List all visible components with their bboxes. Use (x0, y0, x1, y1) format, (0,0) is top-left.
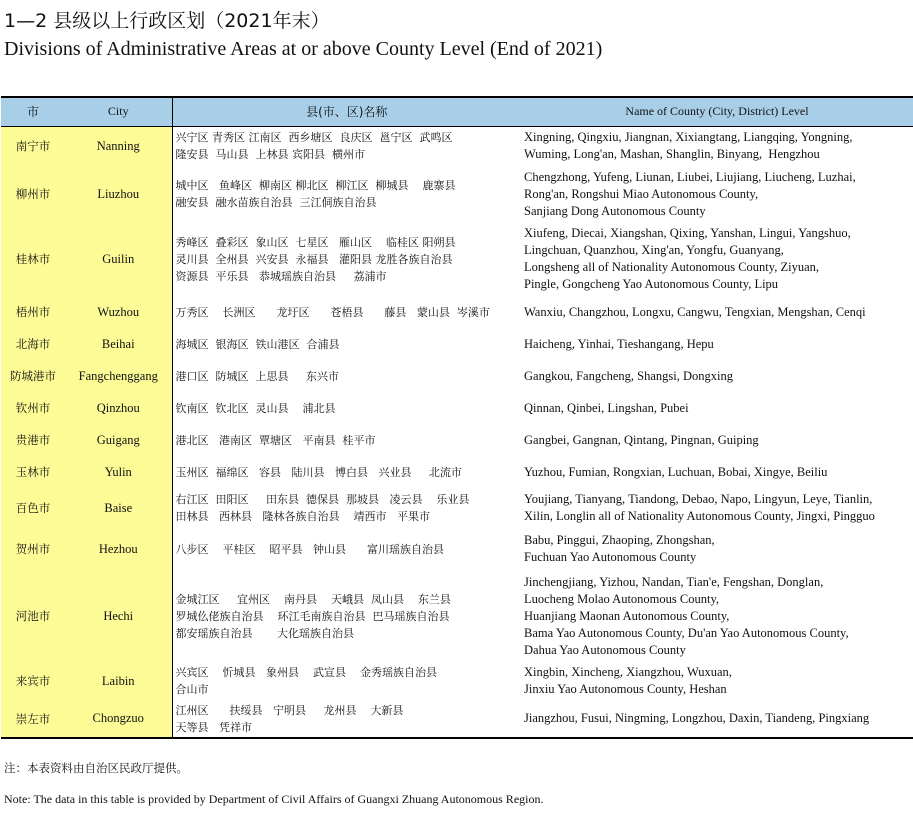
table-header-row (1, 97, 913, 126)
county-list-en: Youjiang, Tianyang, Tiandong, Debao, Napo, Lingyun, Leye, Tianlin, Xilin, Longlin all of Nationality Autonomous County, Jingxi, Pingguo (524, 492, 875, 523)
table-row (1, 456, 913, 488)
city-name-cn: 梧州市 (1, 296, 65, 328)
city-name-cn: 防城港市 (1, 360, 65, 392)
city-name-en: Hezhou (65, 528, 172, 570)
note-en: Note: The data in this table is provided by Department of Civil Affairs of Guangxi Zhuang Autonomous Region. (4, 792, 544, 806)
table-row (1, 488, 913, 528)
city-name-en: Wuzhou (65, 296, 172, 328)
county-list-cn: 海城区 银海区 铁山港区 合浦县 (175, 337, 340, 351)
county-list-en: Jinchengjiang, Yizhou, Nandan, Tian'e, Fengshan, Donglan, Luocheng Molao Autonomous County, Huanjiang Maonan Autonomous County, Bama Yao Autonomous County, Du'an Yao Autonomous County, Dahua Yao Autonomous County (524, 574, 849, 657)
county-list-en: Babu, Pinggui, Zhaoping, Zhongshan, Fuchuan Yao Autonomous County (524, 533, 715, 564)
county-list-en: Gangbei, Gangnan, Qintang, Pingnan, Guiping (524, 432, 759, 447)
city-name-cn: 百色市 (1, 488, 65, 528)
table-row (1, 296, 913, 328)
header-city-cn: 市 (1, 97, 65, 126)
city-name-en: Beihai (65, 328, 172, 360)
city-name-cn: 贺州市 (1, 528, 65, 570)
note-cn: 注：本表资料由自治区民政厅提供。 (4, 761, 188, 775)
city-name-cn: 桂林市 (1, 222, 65, 296)
city-name-en: Guigang (65, 424, 172, 456)
county-list-cn: 玉州区 福绵区 容县 陆川县 博白县 兴业县 北流市 (175, 465, 462, 479)
table-row (1, 328, 913, 360)
county-list-cn: 城中区 鱼峰区 柳南区 柳北区 柳江区 柳城县 鹿寨县 融安县 融水苗族自治县 三江侗族自治县 (175, 179, 456, 209)
city-name-en: Liuzhou (65, 166, 172, 222)
county-list-cn: 港北区 港南区 覃塘区 平南县 桂平市 (175, 433, 376, 447)
city-name-en: Guilin (65, 222, 172, 296)
county-list-cn: 兴宾区 忻城县 象州县 武宣县 金秀瑶族自治县 合山市 (175, 666, 437, 696)
county-list-en: Xingbin, Xincheng, Xiangzhou, Wuxuan, Jinxiu Yao Autonomous County, Heshan (524, 665, 732, 696)
table-row (1, 222, 913, 296)
table-row (1, 570, 913, 662)
city-name-cn: 北海市 (1, 328, 65, 360)
city-name-en: Hechi (65, 570, 172, 662)
county-list-en: Gangkou, Fangcheng, Shangsi, Dongxing (524, 368, 734, 383)
city-name-cn: 来宾市 (1, 662, 65, 700)
city-name-en: Fangchenggang (65, 360, 172, 392)
header-county-cn: 县(市、区)名称 (172, 97, 521, 126)
county-list-cn: 右江区 田阳区 田东县 德保县 那坡县 凌云县 乐业县 田林县 西林县 隆林各族自治县 靖西市 平果市 (175, 493, 470, 523)
table-row (1, 528, 913, 570)
table-row (1, 126, 913, 166)
county-list-cn: 八步区 平桂区 昭平县 钟山县 富川瑶族自治县 (175, 542, 444, 556)
table-row (1, 662, 913, 700)
city-name-cn: 贵港市 (1, 424, 65, 456)
city-name-en: Nanning (65, 126, 172, 166)
county-list-en: Wanxiu, Changzhou, Longxu, Cangwu, Tengxian, Mengshan, Cenqi (524, 304, 866, 319)
table-row (1, 360, 913, 392)
divisions-table (1, 96, 913, 739)
city-name-cn: 南宁市 (1, 126, 65, 166)
city-name-cn: 崇左市 (1, 700, 65, 738)
county-list-cn: 钦南区 钦北区 灵山县 浦北县 (175, 401, 336, 415)
county-list-en: Xiufeng, Diecai, Xiangshan, Qixing, Yanshan, Lingui, Yangshuo, Lingchuan, Quanzhou, Xing'an, Yongfu, Guanyang, Longsheng all of Nationality Autonomous County, Ziyuan, Pingle, Gongcheng Yao Autonomous County, Lipu (524, 226, 851, 291)
table-row (1, 424, 913, 456)
city-name-en: Laibin (65, 662, 172, 700)
county-list-en: Xingning, Qingxiu, Jiangnan, Xixiangtang, Liangqing, Yongning, Wuming, Long'an, Mashan, Shanglin, Binyang, Hengzhou (524, 130, 853, 162)
header-city-en: City (65, 97, 172, 126)
county-list-cn: 金城江区 宜州区 南丹县 天峨县 凤山县 东兰县 罗城仫佬族自治县 环江毛南族自治县 巴马瑶族自治县 都安瑶族自治县 大化瑶族自治县 (175, 592, 451, 640)
table-row (1, 700, 913, 738)
county-list-en: Chengzhong, Yufeng, Liunan, Liubei, Liujiang, Liucheng, Luzhai, Rong'an, Rongshui Miao Autonomous County, Sanjiang Dong Autonomous County (524, 169, 856, 218)
city-name-en: Yulin (65, 456, 172, 488)
table-title-cn: 1—2 县级以上行政区划（2021年末） (4, 10, 330, 32)
county-list-en: Haicheng, Yinhai, Tieshangang, Hepu (524, 336, 714, 351)
county-list-cn: 江州区 扶绥县 宁明县 龙州县 大新县 天等县 凭祥市 (172, 700, 521, 738)
city-name-en: Chongzuo (65, 700, 172, 738)
city-name-cn: 钦州市 (1, 392, 65, 424)
table-row (1, 166, 913, 222)
county-list-en: Yuzhou, Fumian, Rongxian, Luchuan, Bobai, Xingye, Beiliu (524, 464, 828, 479)
county-list-en: Jiangzhou, Fusui, Ningming, Longzhou, Daxin, Tiandeng, Pingxiang (521, 700, 913, 738)
county-list-en: Qinnan, Qinbei, Lingshan, Pubei (524, 400, 689, 415)
county-list-cn: 兴宁区 青秀区 江南区 西乡塘区 良庆区 邕宁区 武鸣区 隆安县 马山县 上林县 宾阳县 横州市 (175, 131, 453, 162)
county-list-cn: 港口区 防城区 上思县 东兴市 (175, 369, 339, 383)
city-name-en: Baise (65, 488, 172, 528)
table-row (1, 392, 913, 424)
city-name-en: Qinzhou (65, 392, 172, 424)
county-list-cn: 秀峰区 叠彩区 象山区 七星区 雁山区 临桂区 阳朔县 灵川县 全州县 兴安县 永福县 灌阳县 龙胜各族自治县 资源县 平乐县 恭城瑶族自治县 荔浦市 (175, 235, 456, 283)
header-county-en: Name of County (City, District) Level (521, 97, 913, 126)
table-title-en: Divisions of Administrative Areas at or above County Level (End of 2021) (4, 38, 603, 60)
county-list-cn: 万秀区 长洲区 龙圩区 苍梧县 藤县 蒙山县 岑溪市 (175, 305, 490, 319)
city-name-cn: 柳州市 (1, 166, 65, 222)
city-name-cn: 玉林市 (1, 456, 65, 488)
city-name-cn: 河池市 (1, 570, 65, 662)
